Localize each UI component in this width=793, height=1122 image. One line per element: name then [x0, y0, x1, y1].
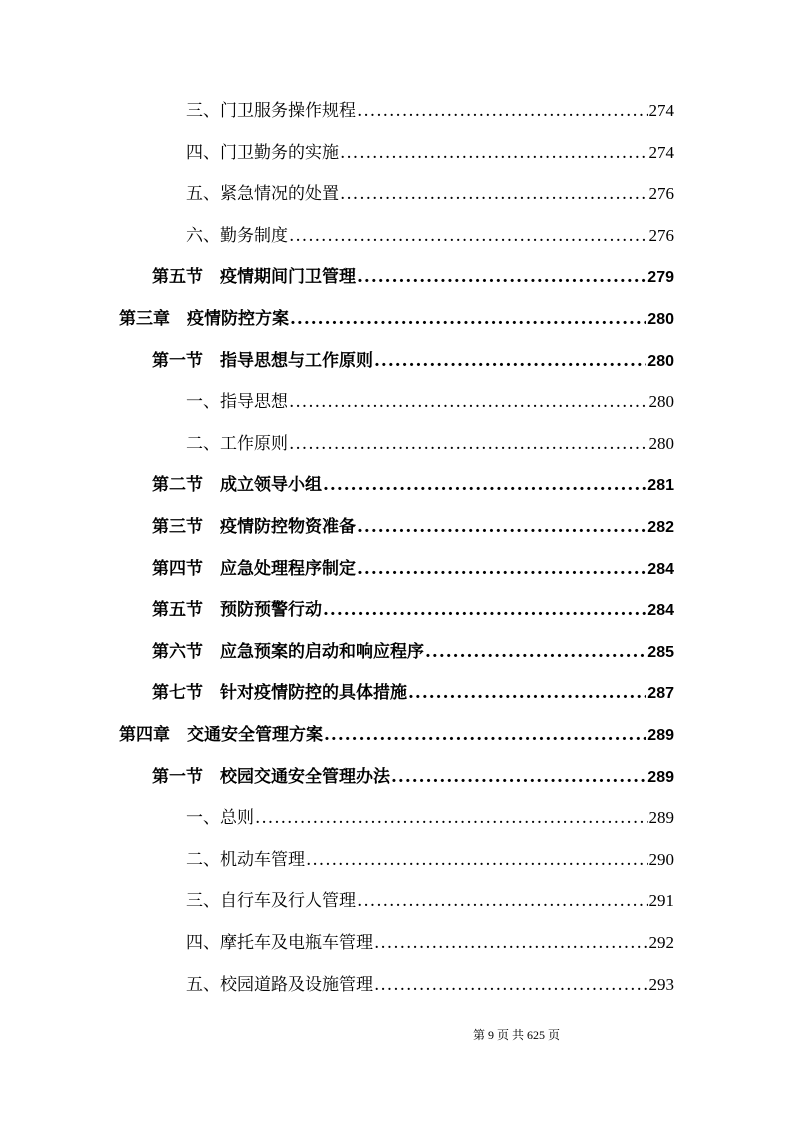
toc-entry[interactable]	[119, 720, 674, 750]
toc-entry[interactable]	[186, 928, 674, 958]
toc-entry-title: 第五节 预防预警行动	[152, 600, 322, 621]
toc-entry[interactable]	[152, 762, 674, 792]
toc-entry-page: 280	[648, 433, 674, 453]
toc-entry-page: 276	[648, 225, 674, 245]
toc-entry-page: 289	[647, 768, 674, 786]
toc-entry-page: 284	[647, 560, 674, 578]
leader-dots	[340, 179, 648, 209]
toc-entry[interactable]	[186, 429, 674, 459]
toc-entry[interactable]	[152, 637, 674, 667]
toc-entry-page: 280	[647, 311, 674, 328]
leader-dots	[340, 138, 648, 168]
leader-dots	[290, 304, 646, 334]
leader-dots	[374, 928, 648, 958]
toc-entry-title: 六、勤务制度	[186, 225, 288, 246]
toc-entry-title: 二、工作原则	[186, 433, 288, 454]
toc-entry[interactable]	[186, 221, 674, 251]
leader-dots	[323, 470, 646, 500]
toc-entry[interactable]	[186, 845, 674, 875]
leader-dots	[289, 429, 648, 459]
leader-dots	[391, 762, 646, 792]
leader-dots	[289, 387, 648, 417]
leader-dots	[374, 970, 648, 1000]
toc-entry-page: 279	[647, 269, 674, 287]
toc-entry-page: 293	[648, 974, 674, 994]
toc-entry-title: 第三节 疫情防控物资准备	[152, 517, 356, 537]
toc-entry[interactable]	[152, 554, 674, 584]
toc-entry-title: 一、指导思想	[186, 392, 288, 413]
leader-dots	[357, 886, 648, 916]
toc-entry-page: 280	[647, 352, 674, 370]
toc-entry[interactable]	[152, 346, 674, 376]
leader-dots	[357, 512, 646, 542]
toc-entry-page: 292	[648, 933, 674, 952]
toc-entry-page: 274	[648, 101, 674, 120]
toc-entry[interactable]	[186, 803, 674, 833]
toc-entry-title: 第一节 指导思想与工作原则	[152, 350, 373, 371]
leader-dots	[357, 554, 646, 584]
toc-entry-title: 五、校园道路及设施管理	[186, 974, 373, 995]
toc-entry[interactable]	[186, 970, 674, 1000]
toc-entry[interactable]	[186, 387, 674, 417]
toc-entry[interactable]	[186, 138, 674, 168]
toc-entry[interactable]	[119, 304, 674, 334]
toc-entry-page: 274	[648, 142, 674, 162]
toc-entry-title: 第七节 针对疫情防控的具体措施	[152, 683, 407, 704]
page-footer: 第 9 页 共 625 页	[472, 1028, 560, 1042]
toc-entry[interactable]	[152, 595, 674, 625]
leader-dots	[323, 595, 646, 625]
toc-entry[interactable]	[152, 470, 674, 500]
leader-dots	[425, 637, 646, 667]
toc-entry-page: 284	[647, 602, 674, 620]
toc-entry[interactable]	[186, 179, 674, 209]
toc-entry-title: 四、摩托车及电瓶车管理	[186, 933, 373, 953]
toc-entry-page: 282	[647, 519, 674, 536]
toc-entry[interactable]	[152, 678, 674, 708]
leader-dots	[357, 96, 648, 126]
leader-dots	[324, 720, 646, 750]
toc-entry-title: 第四章 交通安全管理方案	[119, 725, 323, 745]
leader-dots	[408, 678, 646, 708]
leader-dots	[374, 346, 646, 376]
toc-entry-title: 三、门卫服务操作规程	[186, 101, 356, 121]
toc-entry-page: 285	[647, 643, 674, 661]
leader-dots	[306, 845, 648, 875]
toc-entry-page: 289	[647, 727, 674, 744]
toc-entry-title: 第六节 应急预案的启动和响应程序	[152, 641, 424, 662]
toc-entry[interactable]	[186, 96, 674, 126]
toc-entry-title: 第二节 成立领导小组	[152, 475, 322, 496]
toc-entry-page: 276	[648, 184, 674, 204]
leader-dots	[255, 803, 648, 833]
toc-entry-title: 五、紧急情况的处置	[186, 184, 339, 205]
toc-entry-title: 第五节 疫情期间门卫管理	[152, 267, 356, 288]
toc-entry-title: 一、总则	[186, 808, 254, 829]
toc-entry-title: 三、自行车及行人管理	[186, 891, 356, 912]
toc-entry-page: 281	[647, 477, 674, 495]
toc-entry-title: 二、机动车管理	[186, 849, 305, 870]
leader-dots	[357, 262, 646, 292]
toc-entry-page: 290	[648, 849, 674, 869]
toc-entry-title: 第一节 校园交通安全管理办法	[152, 766, 390, 787]
toc-entry[interactable]	[186, 886, 674, 916]
toc-entry-title: 第三章 疫情防控方案	[119, 309, 289, 329]
toc-entry[interactable]	[152, 512, 674, 542]
leader-dots	[289, 221, 648, 251]
toc-entry-page: 287	[647, 685, 674, 703]
toc-entry-page: 291	[648, 891, 674, 911]
toc-entry-page: 289	[648, 808, 674, 828]
toc-entry[interactable]	[152, 262, 674, 292]
toc-entry-page: 280	[648, 392, 674, 412]
toc-entry-title: 四、门卫勤务的实施	[186, 142, 339, 163]
toc-entry-title: 第四节 应急处理程序制定	[152, 558, 356, 579]
